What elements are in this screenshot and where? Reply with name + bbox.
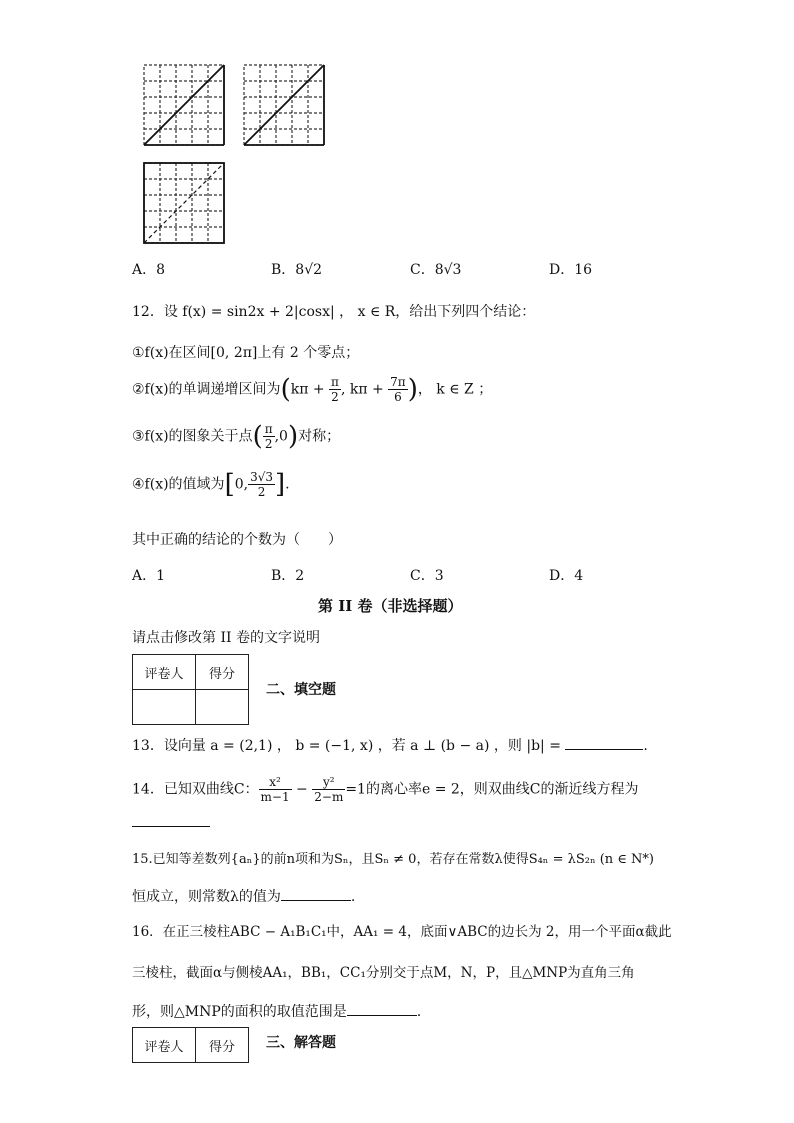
- score-table-section3: [132, 1027, 249, 1063]
- grader-header: 评卷人: [133, 655, 196, 690]
- section2-heading: 二、填空题: [266, 682, 336, 698]
- q15-line2: 恒成立，则常数λ的值为 .: [132, 886, 355, 907]
- q16-line1: 16．在正三棱柱ABC − A₁B₁C₁中，AA₁ = 4，底面∨ABC的边长为 2，用一个平面α截此: [132, 924, 672, 940]
- q11-choice-c: C．8√3: [410, 262, 462, 278]
- q12-choice-a: A．1: [132, 568, 166, 584]
- q14: 14．已知双曲线C： $\frac{\text{x²}}{m-1}$ − $\frac{\text{y²}}{2-m}$ =1的离心率e = 2，则双曲线C的渐近线方程为: [132, 775, 639, 804]
- fraction: $\frac{\pi}{2}$: [264, 422, 273, 451]
- q16-line3: 形，则△MNP的面积的取值范围是 .: [132, 1001, 421, 1022]
- section3-heading: 三、解答题: [266, 1035, 336, 1051]
- q13: 13．设向量 a = (2,1) ， b = (−1, x) ，若 a ⊥ (b − a) ，则 |b| = .: [132, 735, 648, 756]
- fraction: $\frac{\pi}{2}$: [331, 375, 339, 404]
- score-table-section2: [132, 654, 249, 725]
- side-view-triangle: [244, 65, 324, 145]
- q16-line2: 三棱柱，截面α与侧棱AA₁，BB₁，CC₁分别交于点M，N，P，且△MNP为直角三角: [132, 965, 635, 981]
- q12-conclusion-3: ③f(x)的图象关于点( $\frac{\pi}{2}$ ,0)对称；: [132, 421, 341, 452]
- q12-conclusion-2: ②f(x)的单调递增区间为(kπ + $\frac{\pi}{2}$ , kπ + $\frac{7\pi}{6}$ )， k ∈ Z ；: [132, 374, 493, 405]
- answer-blank[interactable]: [565, 735, 643, 750]
- q11-choice-a: A．8: [132, 262, 166, 278]
- q14-blank-line: [132, 812, 210, 833]
- answer-blank[interactable]: [347, 1001, 417, 1016]
- grader-header: 评卷人: [133, 1028, 196, 1063]
- q12-choice-c: C．3: [410, 568, 444, 584]
- q12-stem: 12．设 f(x) = sin2x + 2|cosx| ， x ∈ R，给出下列四个结论：: [132, 304, 536, 320]
- fraction: $\frac{7\pi}{6}$: [390, 375, 406, 404]
- q11-choice-d: D．16: [549, 262, 593, 278]
- q12-conclusion-1: ①f(x)在区间[0, 2π]上有 2 个零点；: [132, 345, 360, 361]
- q11-choice-b: B．8√2: [271, 262, 323, 278]
- section2-title: 第 II 卷（非选择题）: [318, 597, 463, 615]
- q12-question: 其中正确的结论的个数为（ ）: [132, 532, 342, 548]
- answer-blank[interactable]: [281, 886, 351, 901]
- q15-line1: 15.已知等差数列{aₙ}的前n项和为Sₙ，且Sₙ ≠ 0，若存在常数λ使得S₄ₙ = λS₂ₙ (n ∈ N*): [132, 852, 654, 867]
- fraction: $\frac{\text{x²}}{m-1}$: [260, 775, 290, 804]
- fraction: $\frac{3√3}{2}$: [250, 470, 273, 499]
- front-view-triangle: [144, 65, 224, 145]
- three-view-figure: [140, 62, 340, 250]
- section2-note[interactable]: 请点击修改第 II 卷的文字说明: [132, 630, 320, 646]
- q12-choice-b: B．2: [271, 568, 305, 584]
- score-header: 得分: [196, 1028, 249, 1063]
- top-view-square: [144, 163, 224, 243]
- grader-cell[interactable]: [133, 690, 196, 725]
- score-header: 得分: [196, 655, 249, 690]
- score-cell[interactable]: [196, 690, 249, 725]
- q12-conclusion-4: ④f(x)的值域为[0, $\frac{3√3}{2}$ ].: [132, 469, 290, 500]
- q12-choice-d: D．4: [549, 568, 584, 584]
- fraction: $\frac{\text{y²}}{2-m}$: [314, 775, 344, 804]
- answer-blank[interactable]: [132, 812, 210, 827]
